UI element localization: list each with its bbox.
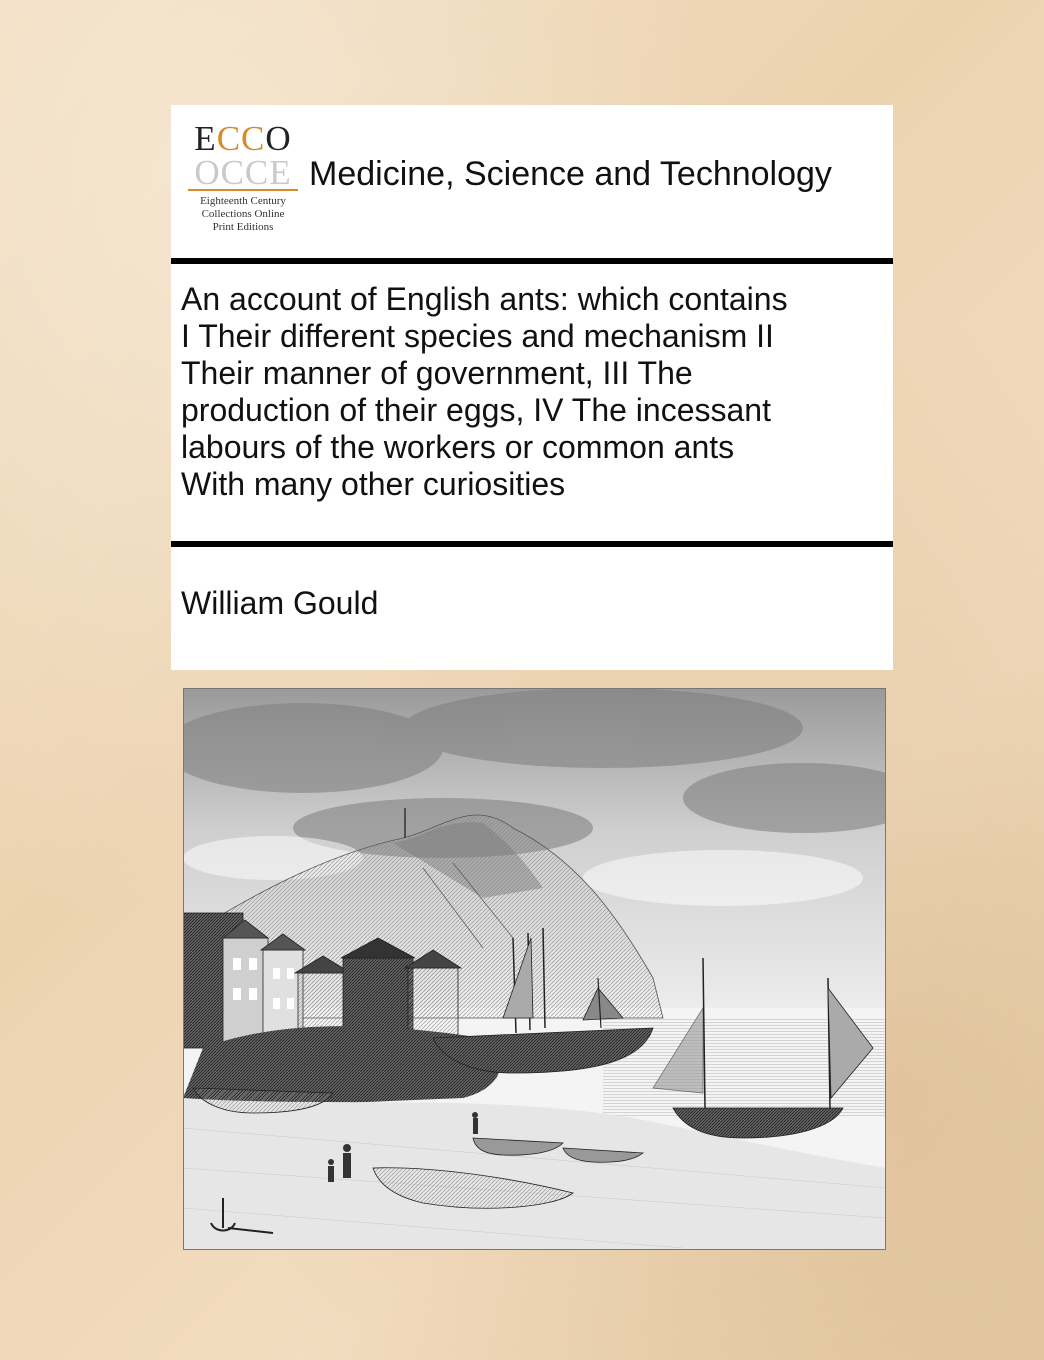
logo-letters-top: ECCO <box>194 119 292 158</box>
title-line-2: I Their different species and mechanism II <box>181 318 774 354</box>
harbour-engraving <box>183 688 886 1250</box>
engraving-illustration <box>183 688 886 1250</box>
logo-letters-bottom: OCCE <box>194 156 292 186</box>
title-line-5: labours of the workers or common ants <box>181 429 735 465</box>
title-line-4: production of their eggs, IV The incessant <box>181 392 771 428</box>
author-name: William Gould <box>181 585 379 621</box>
logo-subtitle-1: Eighteenth Century <box>200 195 286 207</box>
title-line-3: Their manner of government, III The <box>181 355 693 391</box>
logo-subtitle-3: Print Editions <box>212 221 274 233</box>
logo-subtitle-2: Collections Online <box>201 208 285 220</box>
logo-divider <box>188 189 298 191</box>
book-title <box>181 281 889 503</box>
title-line-6: With many other curiosities <box>181 466 566 502</box>
bottom-divider <box>171 541 893 547</box>
cover-panel <box>171 105 893 670</box>
title-line-1: An account of English ants: which contains <box>181 281 788 317</box>
top-divider <box>171 258 893 264</box>
ecco-logo <box>187 121 299 243</box>
series-title: Medicine, Science and Technology <box>309 155 832 193</box>
